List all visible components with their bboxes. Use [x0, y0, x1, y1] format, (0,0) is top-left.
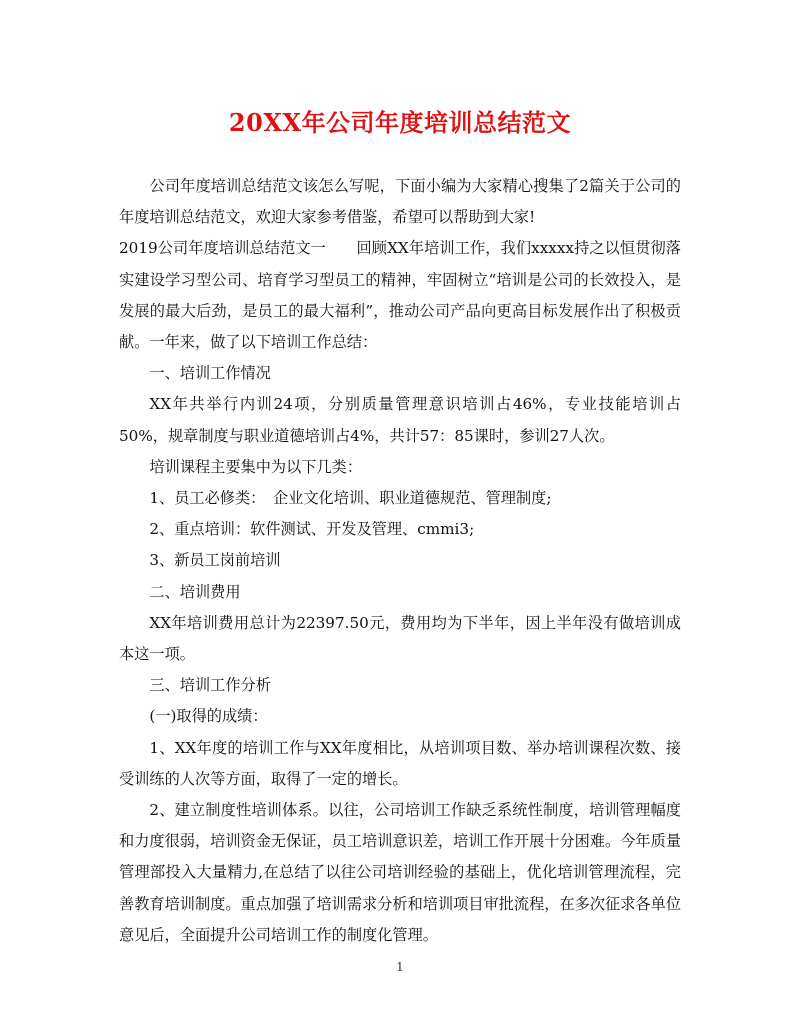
document-body [119, 171, 681, 951]
document-title: 20XX年公司年度培训总结范文 [228, 108, 572, 137]
page-number: 1 [396, 960, 404, 974]
training-cost-paragraph: XX年培训费用总计为22397.50元，费用均为下半年，因上半年没有做培训成本这一项。 [119, 613, 681, 664]
section-heading-training-status: 一、培训工作情况 [149, 364, 271, 383]
achievement-paragraph: 1、XX年度的培训工作与XX年度相比，从培训项目数、举办培训课程次数、接受训练的人次等方面，取得了一定的增长。 [119, 738, 681, 788]
list-item: 3、新员工岗前培训 [149, 551, 281, 570]
subsection-heading-achievements: (一)取得的成绩： [149, 707, 268, 726]
intro-paragraph: 公司年度培训总结范文该怎么写呢，下面小编为大家精心搜集了2篇关于公司的年度培训总结范文，欢迎大家参考借鉴，希望可以帮助到大家! [119, 177, 681, 227]
achievement-paragraph: 2、建立制度性培训体系。以往，公司培训工作缺乏系统性制度，培训管理幅度和力度很弱，培训资金无保证，员工培训意识差，培训工作开展十分困难。今年质量管理部投入大量精力,在总结了以往公司培训经验的基础上，优化培训管理流程，完善教育培训制度。重点加强了培训需求分析和培训项目审批流程，在多次征求各单位意见后，全面提升公司培训工作的制度化管理。 [119, 801, 681, 944]
section-heading-training-analysis: 三、培训工作分析 [149, 676, 271, 695]
list-item: 2、重点培训：软件测试、开发及管理、cmmi3; [149, 520, 475, 539]
training-stats-paragraph: XX年共举行内训24项，分别质量管理意识培训占46%，专业技能培训占50%，规章制度与职业道德培训占4%，共计57：85课时，参训27人次。 [119, 395, 681, 445]
review-paragraph: 2019公司年度培训总结范文一 回顾XX年培训工作，我们xxxxx持之以恒贯彻落实建设学习型公司、培育学习型员工的精神，牢固树立“培训是公司的长效投入，是发展的最大后劲，是员工的最大福利”，推动公司产品向更高目标发展作出了积极贡献。一年来，做了以下培训工作总结： [119, 239, 681, 352]
course-categories-intro: 培训课程主要集中为以下几类： [149, 457, 363, 476]
list-item: 1、员工必修类： 企业文化培训、职业道德规范、管理制度; [149, 489, 552, 508]
section-heading-training-cost: 二、培训费用 [149, 582, 241, 601]
